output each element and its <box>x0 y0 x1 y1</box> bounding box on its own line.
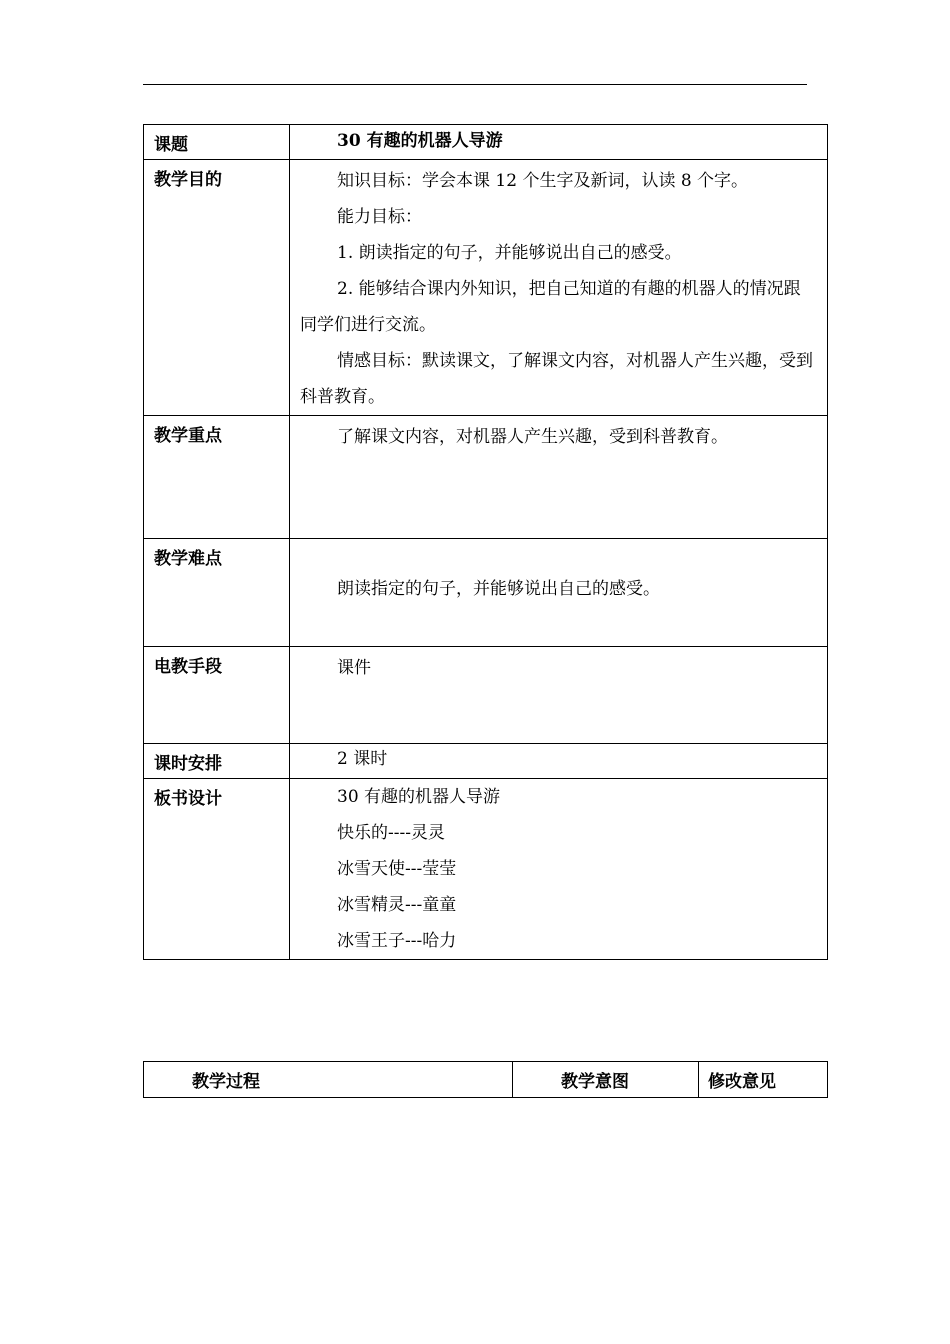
header-process: 教学过程 <box>144 1062 513 1098</box>
row-board <box>144 779 828 960</box>
ability-objective-1: 1. 朗读指定的句子，并能够说出自己的感受。 <box>337 243 682 263</box>
knowledge-objective: 知识目标：学会本课 12 个生字及新词，认读 8 个字。 <box>337 171 749 191</box>
header-intent: 教学意图 <box>513 1062 699 1098</box>
label-topic: 课题 <box>144 125 290 160</box>
media-value: 课件 <box>337 658 371 678</box>
row-difficulties <box>144 539 828 647</box>
board-line: 冰雪王子---哈力 <box>337 931 457 951</box>
row-media <box>144 647 828 744</box>
label-key-points: 教学重点 <box>144 416 290 539</box>
ability-objective-title: 能力目标： <box>337 207 422 227</box>
lesson-plan-table <box>143 124 828 960</box>
header-rule <box>143 84 807 85</box>
board-line: 30 有趣的机器人导游 <box>337 787 501 807</box>
ability-objective-2: 2. 能够结合课内外知识，把自己知道的有趣的机器人的情况跟同学们进行交流。 <box>300 279 801 335</box>
schedule-value: 2 课时 <box>337 749 388 769</box>
process-header-table <box>143 1061 828 1098</box>
board-line: 快乐的----灵灵 <box>337 823 445 843</box>
header-revision: 修改意见 <box>699 1062 828 1098</box>
row-topic <box>144 125 828 160</box>
label-board: 板书设计 <box>144 779 290 960</box>
difficulties-value: 朗读指定的句子，并能够说出自己的感受。 <box>337 579 660 599</box>
label-difficulties: 教学难点 <box>144 539 290 647</box>
emotion-objective: 情感目标：默读课文，了解课文内容，对机器人产生兴趣，受到科普教育。 <box>300 351 813 407</box>
row-schedule <box>144 744 828 779</box>
label-media: 电教手段 <box>144 647 290 744</box>
topic-value: 30 有趣的机器人导游 <box>337 131 503 151</box>
row-objectives <box>144 160 828 416</box>
label-schedule: 课时安排 <box>144 744 290 779</box>
row-key-points <box>144 416 828 539</box>
board-line: 冰雪天使---莹莹 <box>337 859 457 879</box>
key-points-value: 了解课文内容，对机器人产生兴趣，受到科普教育。 <box>337 427 728 447</box>
label-objectives: 教学目的 <box>144 160 290 416</box>
board-line: 冰雪精灵---童童 <box>337 895 457 915</box>
